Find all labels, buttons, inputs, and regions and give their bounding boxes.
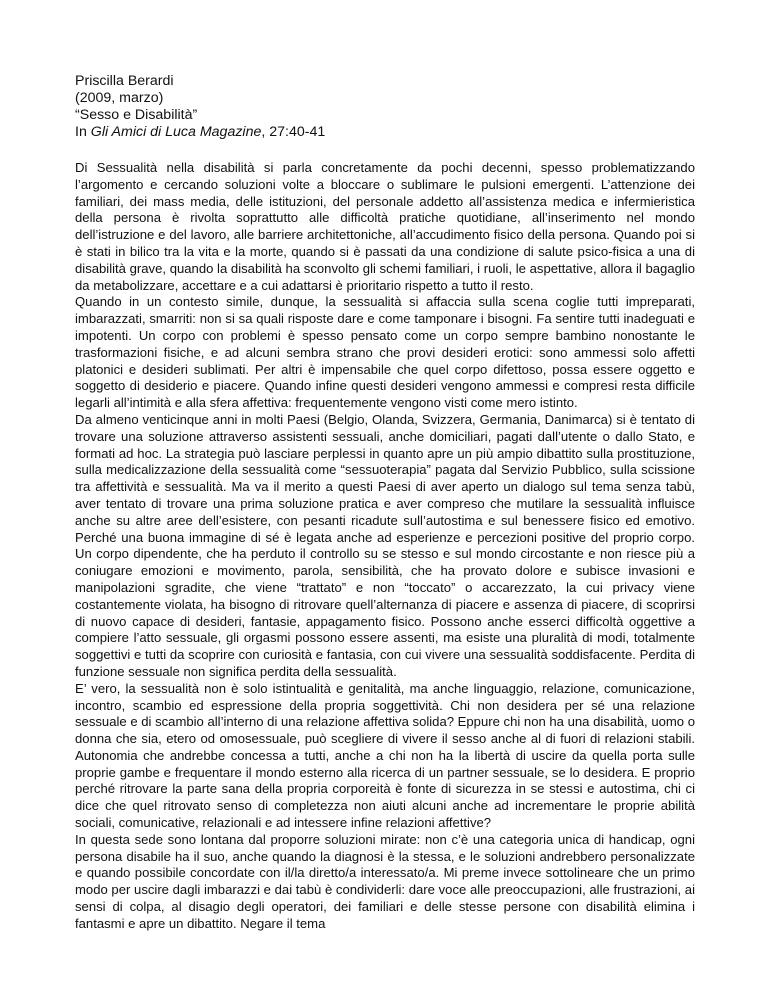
paragraph-1: Di Sessualità nella disabilità si parla concretamente da pochi decenni, spesso problematizzando l’argomento e cercando soluzioni volte a bloccare o sublimare le pulsioni emergenti. L’attenzione dei familiari, dei mass media, delle istituzioni, del personale addetto all’assistenza medica e infermieristica della persona è rivolta soprattutto alle difficoltà pratiche quotidiane, all’inserimento nel mondo dell’istruzione e del lavoro, alle barriere architettoniche, all’accudimento fisico della persona. Quando poi si è stati in bilico tra la vita e la morte, quando si è passati da una condizione di salute psico-fisica a una di disabilità grave, quando la disabilità ha sconvolto gli schemi familiari, i ruoli, le aspettative, allora il bagaglio da metabolizzare, accettare e a cui adattarsi è prioritario rispetto a tutto il resto. bbox=[75, 160, 695, 293]
article-title: “Sesso e Disabilità” bbox=[75, 107, 198, 123]
paragraph-2: Quando in un contesto simile, dunque, la sessualità si affaccia sulla scena coglie tutti impreparati, imbarazzati, smarriti: non si sa quali risposte dare e come tamponare i bisogni. Fa sentire tutti inadeguati e impotenti. Un corpo con problemi è spesso pensato come un corpo sempre bambino nonostante le trasformazioni fisiche, e ad alcuni sembra strano che provi desideri erotici: sono ammessi solo affetti platonici e desideri sublimati. Per altri è impensabile che quel corpo difettoso, possa essere oggetto e soggetto di desiderio e piacere. Quando infine questi desideri vengono ammessi e compresi resta difficile legarli all’intimità e alla sfera affettiva: frequentemente vengono visti come mero istinto. bbox=[75, 294, 695, 411]
source-line bbox=[75, 124, 695, 141]
publication-date: (2009, marzo) bbox=[75, 90, 164, 106]
journal-name: Gli Amici di Luca Magazine bbox=[90, 124, 262, 140]
citation-block bbox=[75, 73, 695, 141]
author-name: Priscilla Berardi bbox=[75, 73, 174, 89]
document-page bbox=[75, 73, 695, 933]
article-body bbox=[75, 160, 695, 933]
paragraph-4: E’ vero, la sessualità non è solo istintualità e genitalità, ma anche linguaggio, relazione, comunicazione, incontro, scambio ed espressione della propria soggettività. Chi non desidera per sé una relazione sessuale e di scambio all’interno di una relazione affettiva solida? Eppure chi non ha una disabilità, uomo o donna che sia, etero od omosessuale, può scegliere di vivere il sesso anche al di fuori di relazioni stabili. Autonomia che andrebbe concessa a tutti, anche a chi non ha la libertà di uscire da quella porta sulle proprie gambe e frequentare il mondo esterno alla ricerca di un partner sessuale, se lo desidera. E proprio perché ritrovare la parte sana della propria corporeità è fonte di sicurezza in se stessi e autostima, chi ci dice che quel ritrovato senso di completezza non aiuti alcuni anche ad incrementare le proprie abilità sociali, comunicative, relazionali e ad intessere infine relazioni affettive? bbox=[75, 680, 695, 831]
paragraph-3: Da almeno venticinque anni in molti Paesi (Belgio, Olanda, Svizzera, Germania, Danimarca) si è tentato di trovare una soluzione attraverso assistenti sessuali, anche domiciliari, pagati dall’utente o dallo Stato, e formati ad hoc. La strategia può lasciare perplessi in quanto apre un più ampio dibattito sulla prostituzione, sulla medicalizzazione della sessualità come “sessuoterapia” pagata dal Servizio Pubblico, sulla scissione tra affettività e sessualità. Ma va il merito a questi Paesi di aver aperto un dialogo sul tema senza tabù, aver tentato di trovare una prima soluzione pratica e aver compreso che mutilare la sessualità influisce anche su altre aree dell’esistere, con pesanti ricadute sull’autostima e sul benessere fisico ed emotivo. Perché una buona immagine di sé è legata anche ad esperienze e percezioni positive del proprio corpo. Un corpo dipendente, che ha perduto il controllo su se stesso e sul mondo circostante e non riesce più a coniugare emozioni e movimento, parola, sensibilità, che ha provato dolore e subisce invasioni e manipolazioni sgradite, che viene “trattato” e non “toccato” o accarezzato, la cui privacy viene costantemente violata, ha bisogno di ritrovare quell’alternanza di piacere e assenza di piacere, di scoprirsi di nuovo capace di desideri, fantasie, appagamento fisico. Possono anche esserci difficoltà oggettive a compiere l’atto sessuale, gli orgasmi possono essere assenti, ma esiste una pluralità di modi, totalmente soggettivi e tutti da scoprire con curiosità e fantasia, con cui vivere una sessualità soddisfacente. Perdita di funzione sessuale non significa perdita della sessualità. bbox=[75, 411, 695, 679]
source-prefix: In bbox=[75, 124, 91, 140]
paragraph-5: In questa sede sono lontana dal proporre soluzioni mirate: non c’è una categoria unica di handicap, ogni persona disabile ha il suo, anche quando la diagnosi è la stessa, e le soluzioni andrebbero personalizzate e quando possibile concordate con il/la diretto/a interessato/a. Mi preme invece sottolineare che un primo modo per uscire dagli imbarazzi e dai tabù è condividerli: dare voce alle preoccupazioni, alle frustrazioni, ai sensi di colpa, al disagio degli operatori, dei familiari e delle stesse persone con disabilità elimina i fantasmi e apre un dibattito. Negare il tema bbox=[75, 831, 695, 931]
volume-pages: , 27:40-41 bbox=[261, 124, 326, 140]
